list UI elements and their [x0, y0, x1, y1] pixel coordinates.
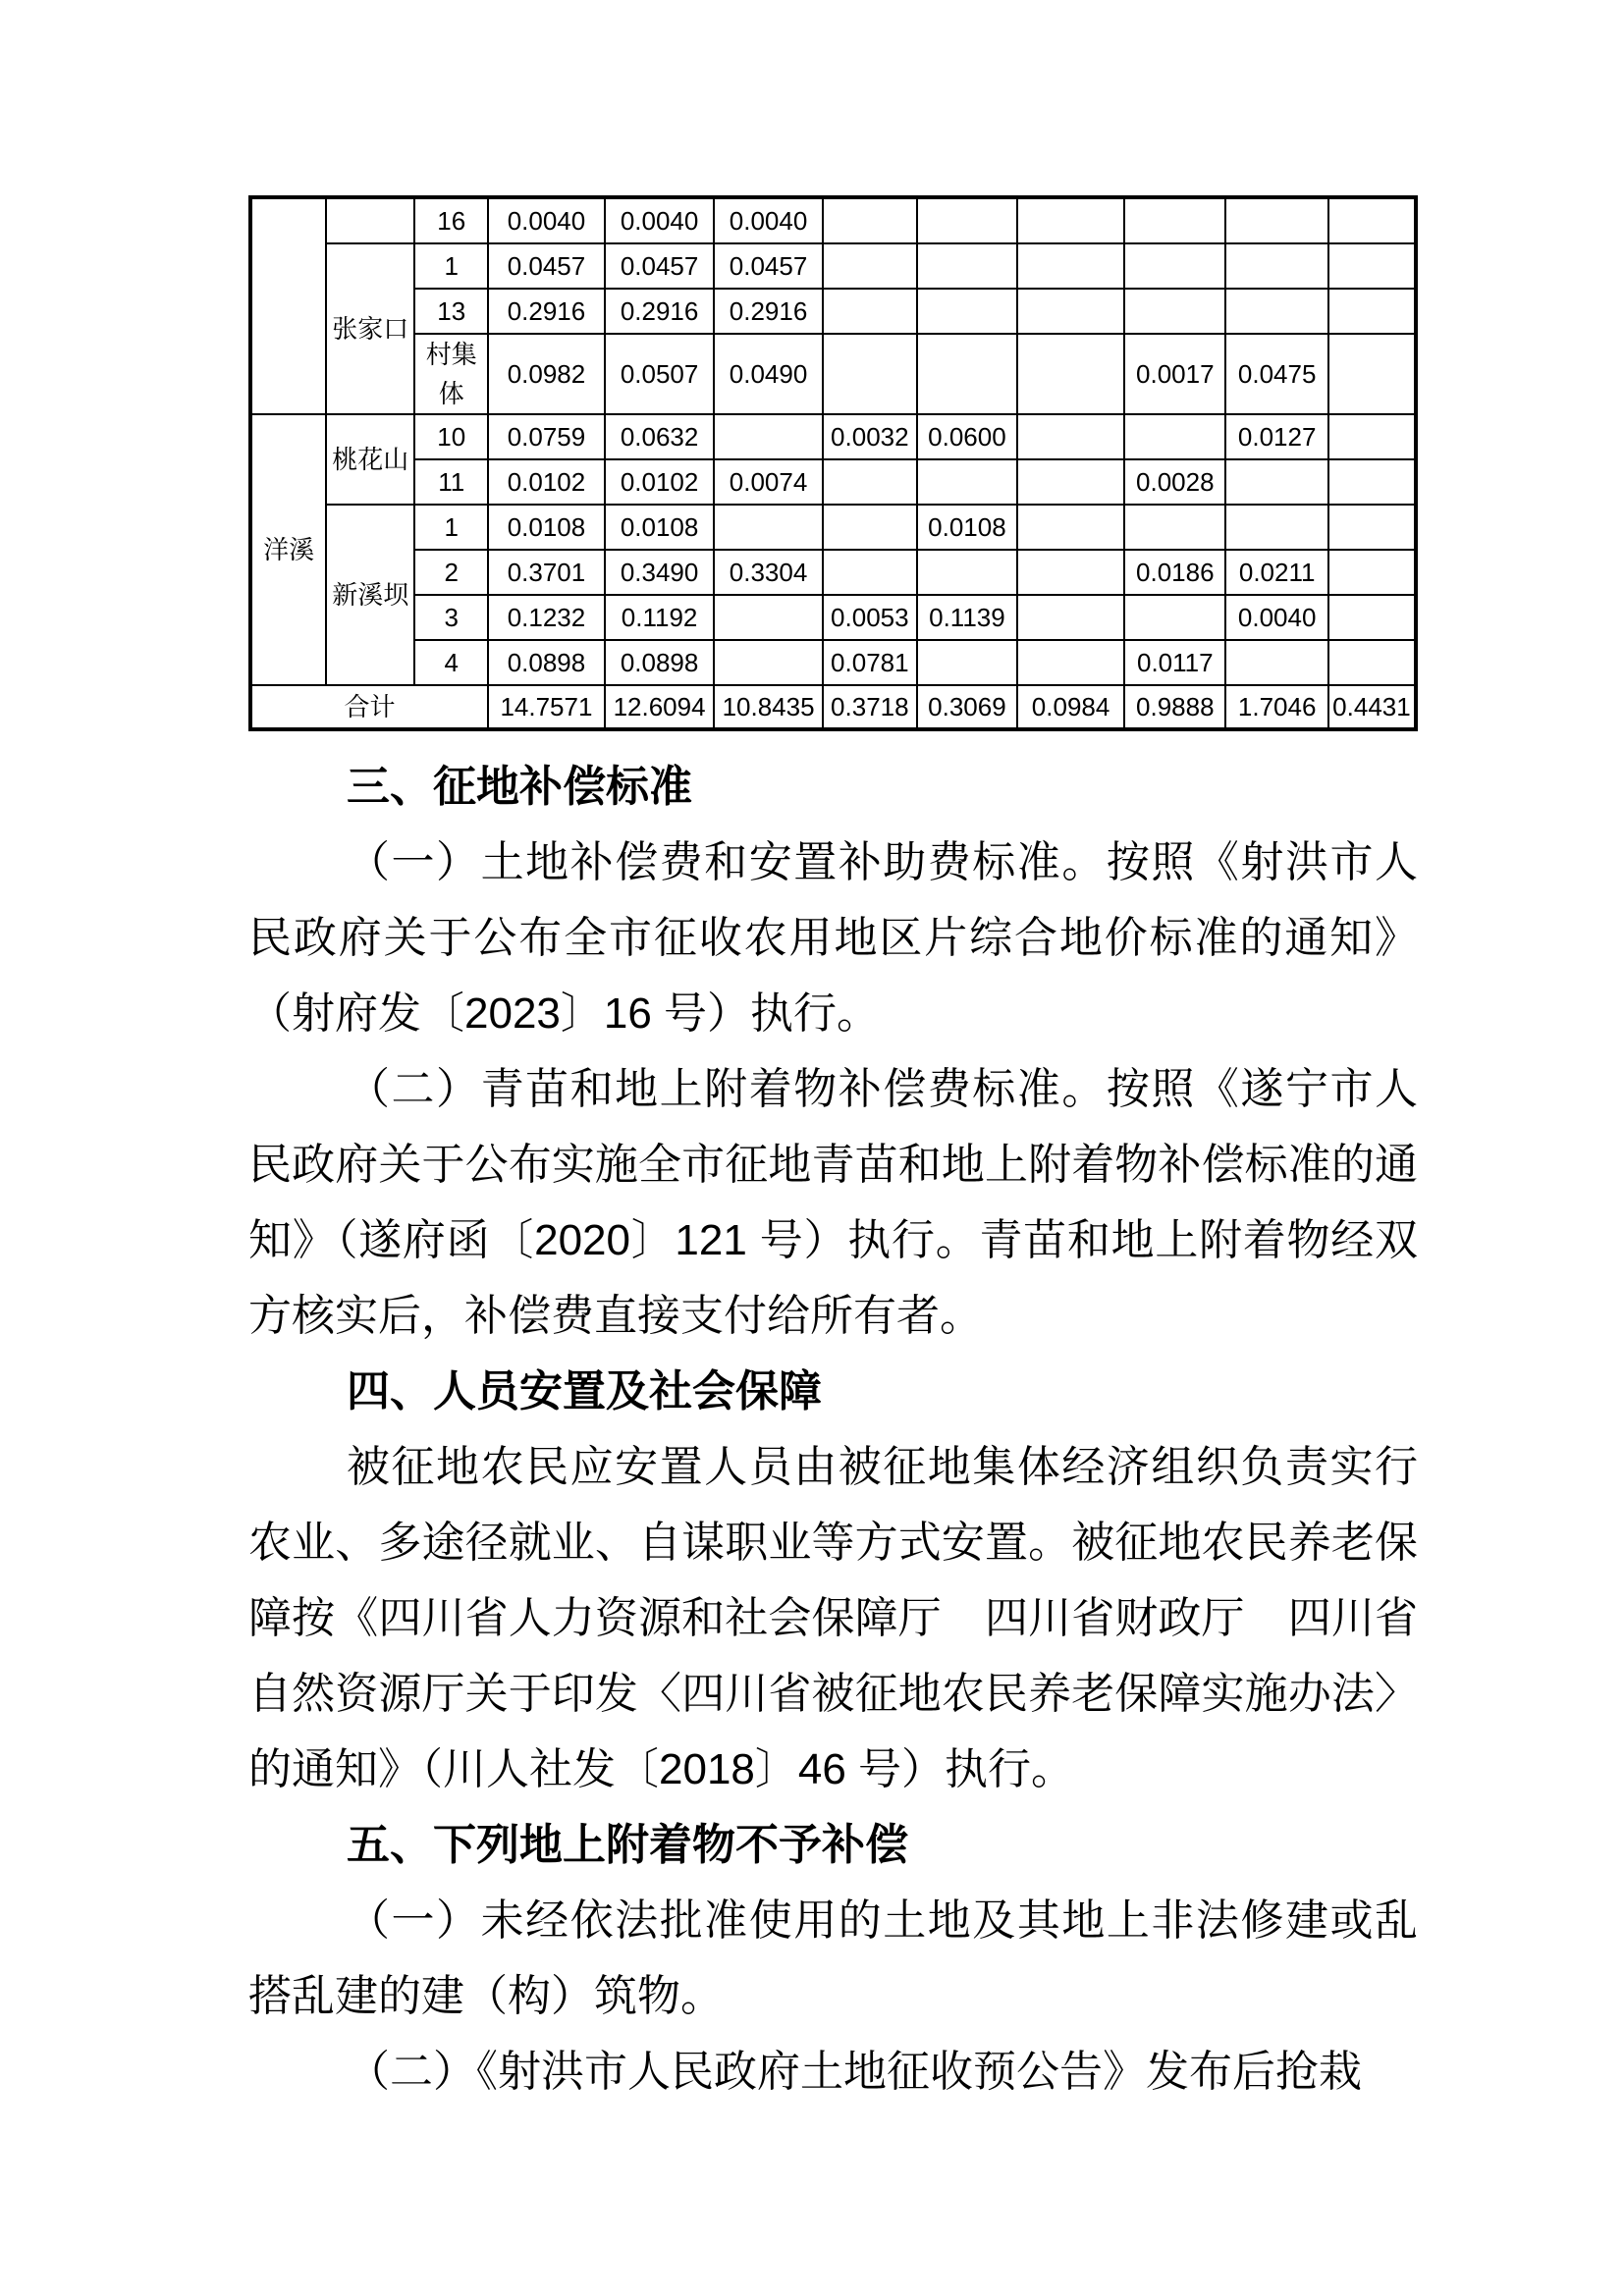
table-row [250, 505, 1416, 550]
value-cell [714, 595, 822, 640]
value-cell: 0.1192 [605, 595, 715, 640]
value-cell [1328, 289, 1416, 334]
table-row [250, 459, 1416, 505]
village-cell-blank [326, 197, 414, 243]
value-cell: 0.0117 [1124, 640, 1225, 685]
paragraph: （一）未经依法批准使用的土地及其地上非法修建或乱搭乱建的建（构）筑物。 [248, 1896, 1418, 2020]
total-value-cell: 0.4431 [1328, 685, 1416, 729]
total-label-cell: 合计 [250, 685, 488, 729]
section-heading-3: 三、征地补偿标准 [347, 763, 692, 811]
document-content [248, 195, 1418, 2109]
total-value-cell: 14.7571 [488, 685, 605, 729]
village-cell-taohuashan: 桃花山 [326, 414, 414, 505]
value-cell: 0.0457 [605, 243, 715, 289]
value-cell [1225, 459, 1327, 505]
value-cell: 0.2916 [605, 289, 715, 334]
table-row [250, 640, 1416, 685]
value-cell [1328, 550, 1416, 595]
value-cell: 0.0102 [488, 459, 605, 505]
value-cell: 0.0108 [917, 505, 1017, 550]
value-cell: 0.0211 [1225, 550, 1327, 595]
value-cell [917, 459, 1017, 505]
group-cell: 13 [414, 289, 488, 334]
town-cell-blank [250, 197, 326, 414]
value-cell [1124, 595, 1225, 640]
value-cell: 0.0982 [488, 334, 605, 414]
value-cell: 0.0781 [823, 640, 917, 685]
value-cell [823, 505, 917, 550]
value-cell [1124, 505, 1225, 550]
table-row [250, 289, 1416, 334]
total-value-cell: 0.3069 [917, 685, 1017, 729]
value-cell: 0.1139 [917, 595, 1017, 640]
value-cell [1328, 459, 1416, 505]
value-cell: 0.0074 [714, 459, 822, 505]
group-cell: 16 [414, 197, 488, 243]
value-cell [1017, 289, 1124, 334]
value-cell: 0.0040 [605, 197, 715, 243]
total-value-cell: 0.0984 [1017, 685, 1124, 729]
value-cell [1328, 505, 1416, 550]
value-cell [1328, 243, 1416, 289]
table-row [250, 595, 1416, 640]
value-cell [917, 550, 1017, 595]
value-cell [1328, 414, 1416, 459]
village-cell-xinxiba: 新溪坝 [326, 505, 414, 685]
table-row [250, 550, 1416, 595]
value-cell [1124, 414, 1225, 459]
group-cell: 10 [414, 414, 488, 459]
value-cell: 0.0017 [1124, 334, 1225, 414]
table-total-row [250, 685, 1416, 729]
section-heading-5: 五、下列地上附着物不予补偿 [347, 1821, 908, 1869]
table-row [250, 414, 1416, 459]
value-cell [714, 640, 822, 685]
value-cell [1017, 197, 1124, 243]
value-cell [714, 505, 822, 550]
value-cell: 0.0457 [714, 243, 822, 289]
value-cell [823, 550, 917, 595]
value-cell [1328, 334, 1416, 414]
value-cell [1017, 459, 1124, 505]
group-cell: 4 [414, 640, 488, 685]
paragraph: （二）《射洪市人民政府土地征收预公告》发布后抢栽 [347, 2048, 1362, 2096]
land-compensation-table [248, 195, 1418, 731]
value-cell [917, 243, 1017, 289]
value-cell: 0.2916 [488, 289, 605, 334]
value-cell [1225, 289, 1327, 334]
group-cell: 11 [414, 459, 488, 505]
value-cell: 0.3304 [714, 550, 822, 595]
total-value-cell: 0.9888 [1124, 685, 1225, 729]
value-cell [823, 197, 917, 243]
value-cell [1017, 414, 1124, 459]
value-cell: 0.3490 [605, 550, 715, 595]
value-cell [1328, 640, 1416, 685]
value-cell: 0.0032 [823, 414, 917, 459]
value-cell [1017, 505, 1124, 550]
value-cell: 0.0053 [823, 595, 917, 640]
table-row [250, 197, 1416, 243]
value-cell [1328, 197, 1416, 243]
value-cell [1225, 243, 1327, 289]
value-cell: 0.0186 [1124, 550, 1225, 595]
paragraph: （一）土地补偿费和安置补助费标准。按照《射洪市人民政府关于公布全市征收农用地区片综合地价标准的通知》（射府发〔2023〕16 号）执行。 [248, 838, 1418, 1038]
value-cell: 0.3701 [488, 550, 605, 595]
value-cell: 0.0127 [1225, 414, 1327, 459]
town-cell-yangxi: 洋溪 [250, 414, 326, 685]
value-cell: 0.2916 [714, 289, 822, 334]
value-cell: 0.0898 [488, 640, 605, 685]
value-cell: 0.0028 [1124, 459, 1225, 505]
total-value-cell: 10.8435 [714, 685, 822, 729]
total-value-cell: 12.6094 [605, 685, 715, 729]
value-cell [1225, 505, 1327, 550]
value-cell [823, 289, 917, 334]
value-cell: 0.0475 [1225, 334, 1327, 414]
value-cell [1124, 243, 1225, 289]
value-cell [1225, 197, 1327, 243]
value-cell [917, 334, 1017, 414]
value-cell [1124, 289, 1225, 334]
value-cell [1124, 197, 1225, 243]
table-row [250, 243, 1416, 289]
paragraph: 被征地农民应安置人员由被征地集体经济组织负责实行农业、多途径就业、自谋职业等方式安置。被征地农民养老保障按《四川省人力资源和社会保障厅 四川省财政厅 四川省自然资源厅关于印发〈四川省被征地农民养老保障实施办法〉的通知》（川人社发〔2018〕46 号）执行。 [248, 1443, 1418, 1793]
table-row [250, 334, 1416, 414]
total-value-cell: 1.7046 [1225, 685, 1327, 729]
value-cell [714, 414, 822, 459]
value-cell [1017, 595, 1124, 640]
paragraph: （二）青苗和地上附着物补偿费标准。按照《遂宁市人民政府关于公布实施全市征地青苗和地上附着物补偿标准的通知》（遂府函〔2020〕121 号）执行。青苗和地上附着物经双方核实后，补偿费直接支付给所有者。 [248, 1065, 1418, 1340]
value-cell [1328, 595, 1416, 640]
value-cell: 0.1232 [488, 595, 605, 640]
value-cell [1017, 243, 1124, 289]
total-value-cell: 0.3718 [823, 685, 917, 729]
value-cell [917, 289, 1017, 334]
group-cell: 2 [414, 550, 488, 595]
document-text [248, 749, 1418, 2109]
value-cell [1225, 640, 1327, 685]
value-cell [823, 243, 917, 289]
value-cell: 0.0040 [714, 197, 822, 243]
value-cell: 0.0102 [605, 459, 715, 505]
value-cell [823, 459, 917, 505]
value-cell: 0.0507 [605, 334, 715, 414]
value-cell: 0.0040 [488, 197, 605, 243]
group-cell: 村集体 [414, 334, 488, 414]
value-cell [917, 197, 1017, 243]
value-cell: 0.0108 [488, 505, 605, 550]
value-cell: 0.0898 [605, 640, 715, 685]
group-cell: 3 [414, 595, 488, 640]
value-cell [823, 334, 917, 414]
value-cell: 0.0759 [488, 414, 605, 459]
group-cell: 1 [414, 243, 488, 289]
village-cell-zhangjiakou: 张家口 [326, 243, 414, 414]
value-cell [1017, 640, 1124, 685]
value-cell: 0.0457 [488, 243, 605, 289]
value-cell [1017, 334, 1124, 414]
value-cell: 0.0108 [605, 505, 715, 550]
value-cell [917, 640, 1017, 685]
value-cell: 0.0040 [1225, 595, 1327, 640]
value-cell: 0.0632 [605, 414, 715, 459]
value-cell: 0.0600 [917, 414, 1017, 459]
group-cell: 1 [414, 505, 488, 550]
value-cell: 0.0490 [714, 334, 822, 414]
section-heading-4: 四、人员安置及社会保障 [347, 1367, 822, 1415]
value-cell [1017, 550, 1124, 595]
